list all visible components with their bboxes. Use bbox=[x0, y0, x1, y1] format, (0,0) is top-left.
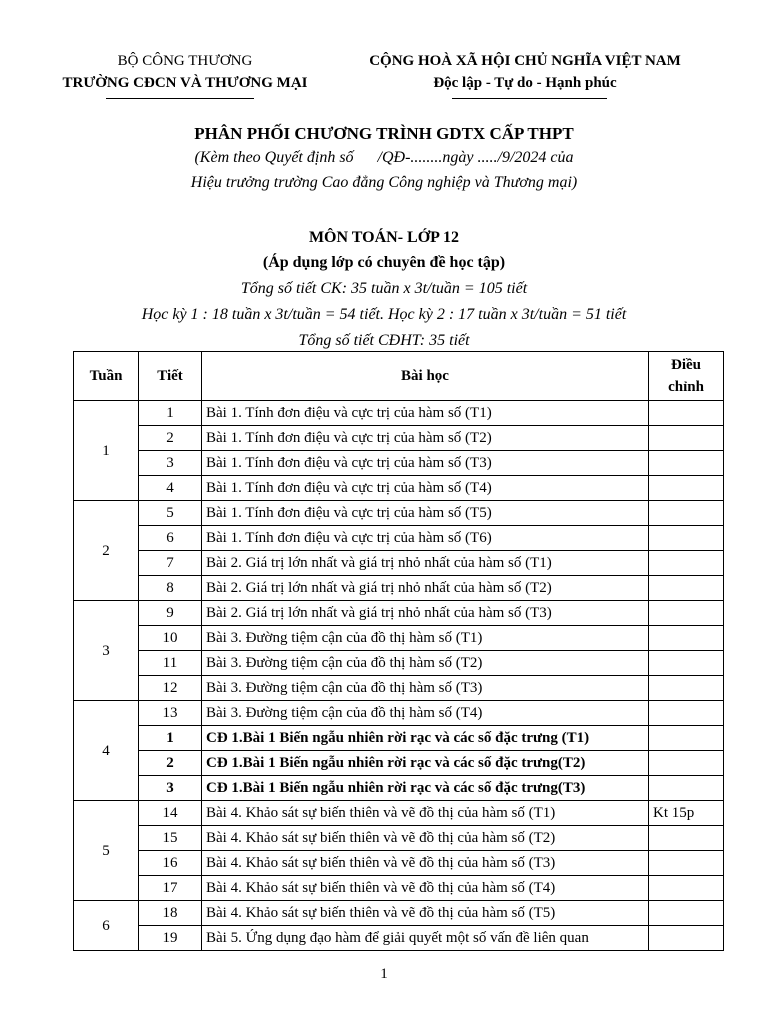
lesson-cell: Bài 3. Đường tiệm cận của đồ thị hàm số (T4) bbox=[202, 701, 649, 726]
table-row bbox=[74, 576, 724, 601]
school-name: TRƯỜNG CĐCN VÀ THƯƠNG MẠI bbox=[62, 75, 308, 91]
adjust-cell bbox=[649, 901, 724, 926]
week-cell: 5 bbox=[74, 801, 139, 901]
adjust-cell bbox=[649, 451, 724, 476]
semester-periods: Học kỳ 1 : 18 tuần x 3t/tuần = 54 tiết. Học kỳ 2 : 17 tuần x 3t/tuần = 51 tiết bbox=[141, 306, 627, 323]
period-cell: 16 bbox=[139, 851, 202, 876]
subject-title: MÔN TOÁN- LỚP 12 bbox=[308, 229, 460, 246]
lesson-cell: Bài 1. Tính đơn điệu và cực trị của hàm số (T4) bbox=[202, 476, 649, 501]
adjust-cell bbox=[649, 426, 724, 451]
lesson-cell: Bài 4. Khảo sát sự biến thiên và vẽ đồ thị của hàm số (T5) bbox=[202, 901, 649, 926]
table-row bbox=[74, 476, 724, 501]
adjust-cell bbox=[649, 851, 724, 876]
table-row bbox=[74, 676, 724, 701]
period-cell: 10 bbox=[139, 626, 202, 651]
adjust-cell bbox=[649, 601, 724, 626]
decision-line-1: (Kèm theo Quyết định số /QĐ-........ngày ...../9/2024 của bbox=[194, 149, 574, 166]
adjust-cell bbox=[649, 776, 724, 801]
period-cell: 11 bbox=[139, 651, 202, 676]
lesson-cell: Bài 3. Đường tiệm cận của đồ thị hàm số (T1) bbox=[202, 626, 649, 651]
adjust-cell bbox=[649, 551, 724, 576]
period-cell: 6 bbox=[139, 526, 202, 551]
lesson-cell: Bài 1. Tính đơn điệu và cực trị của hàm số (T5) bbox=[202, 501, 649, 526]
lesson-cell: CĐ 1.Bài 1 Biến ngẫu nhiên rời rạc và các số đặc trưng(T3) bbox=[202, 776, 649, 801]
table-row bbox=[74, 651, 724, 676]
adjust-cell bbox=[649, 576, 724, 601]
table-row bbox=[74, 826, 724, 851]
table-row bbox=[74, 901, 724, 926]
adjust-cell bbox=[649, 701, 724, 726]
week-cell: 1 bbox=[74, 401, 139, 501]
lesson-cell: CĐ 1.Bài 1 Biến ngẫu nhiên rời rạc và các số đặc trưng(T2) bbox=[202, 751, 649, 776]
table-row bbox=[74, 726, 724, 751]
period-cell: 8 bbox=[139, 576, 202, 601]
adjust-cell bbox=[649, 526, 724, 551]
period-cell: 17 bbox=[139, 876, 202, 901]
table-body bbox=[74, 401, 724, 951]
adjust-cell bbox=[649, 876, 724, 901]
adjust-cell bbox=[649, 726, 724, 751]
table-row bbox=[74, 601, 724, 626]
adjust-cell bbox=[649, 501, 724, 526]
table-row bbox=[74, 526, 724, 551]
adjust-cell bbox=[649, 826, 724, 851]
page-number: 1 bbox=[380, 966, 388, 982]
lesson-cell: Bài 3. Đường tiệm cận của đồ thị hàm số (T3) bbox=[202, 676, 649, 701]
national-motto: Độc lập - Tự do - Hạnh phúc bbox=[433, 75, 617, 91]
table-row bbox=[74, 426, 724, 451]
adjust-cell: Kt 15p bbox=[649, 801, 724, 826]
period-cell: 7 bbox=[139, 551, 202, 576]
adjust-cell bbox=[649, 751, 724, 776]
country-name: CỘNG HOÀ XÃ HỘI CHỦ NGHĨA VIỆT NAM bbox=[369, 53, 681, 69]
table-row bbox=[74, 851, 724, 876]
curriculum-table bbox=[73, 351, 724, 951]
week-cell: 2 bbox=[74, 501, 139, 601]
ministry-name: BỘ CÔNG THƯƠNG bbox=[117, 53, 253, 69]
adjust-cell bbox=[649, 926, 724, 951]
period-cell: 5 bbox=[139, 501, 202, 526]
document-heading bbox=[0, 123, 768, 195]
lesson-cell: Bài 4. Khảo sát sự biến thiên và vẽ đồ thị của hàm số (T1) bbox=[202, 801, 649, 826]
lesson-cell: Bài 1. Tính đơn điệu và cực trị của hàm số (T1) bbox=[202, 401, 649, 426]
week-cell: 6 bbox=[74, 901, 139, 951]
week-cell: 4 bbox=[74, 701, 139, 801]
period-cell: 13 bbox=[139, 701, 202, 726]
header-week: Tuần bbox=[74, 352, 139, 401]
table-row bbox=[74, 701, 724, 726]
decision-line-2: Hiệu trưởng trường Cao đẳng Công nghiệp và Thương mại) bbox=[190, 174, 578, 191]
lesson-cell: Bài 1. Tính đơn điệu và cực trị của hàm số (T3) bbox=[202, 451, 649, 476]
period-cell: 4 bbox=[139, 476, 202, 501]
header-adjust: Điều chỉnh bbox=[649, 352, 724, 401]
period-cell: 14 bbox=[139, 801, 202, 826]
header-lesson: Bài học bbox=[202, 352, 649, 401]
school-underline bbox=[106, 98, 254, 99]
subject-block bbox=[0, 225, 768, 354]
lesson-cell: Bài 1. Tính đơn điệu và cực trị của hàm số (T6) bbox=[202, 526, 649, 551]
week-cell: 3 bbox=[74, 601, 139, 701]
lesson-cell: Bài 3. Đường tiệm cận của đồ thị hàm số (T2) bbox=[202, 651, 649, 676]
lesson-cell: CĐ 1.Bài 1 Biến ngẫu nhiên rời rạc và các số đặc trưng (T1) bbox=[202, 726, 649, 751]
lesson-cell: Bài 2. Giá trị lớn nhất và giá trị nhỏ nhất của hàm số (T2) bbox=[202, 576, 649, 601]
period-cell: 3 bbox=[139, 776, 202, 801]
total-periods: Tổng số tiết CK: 35 tuần x 3t/tuần = 105 tiết bbox=[240, 280, 528, 297]
document-title: PHÂN PHỐI CHƯƠNG TRÌNH GDTX CẤP THPT bbox=[194, 124, 574, 143]
lesson-cell: Bài 4. Khảo sát sự biến thiên và vẽ đồ thị của hàm số (T2) bbox=[202, 826, 649, 851]
agency-header bbox=[40, 50, 330, 94]
lesson-cell: Bài 2. Giá trị lớn nhất và giá trị nhỏ nhất của hàm số (T3) bbox=[202, 601, 649, 626]
applies-note: (Áp dụng lớp có chuyên đề học tập) bbox=[262, 254, 506, 271]
period-cell: 2 bbox=[139, 426, 202, 451]
lesson-cell: Bài 1. Tính đơn điệu và cực trị của hàm số (T2) bbox=[202, 426, 649, 451]
table-row bbox=[74, 551, 724, 576]
table-row bbox=[74, 401, 724, 426]
lesson-cell: Bài 4. Khảo sát sự biến thiên và vẽ đồ thị của hàm số (T3) bbox=[202, 851, 649, 876]
period-cell: 15 bbox=[139, 826, 202, 851]
table-row bbox=[74, 501, 724, 526]
table-row bbox=[74, 626, 724, 651]
table-row bbox=[74, 751, 724, 776]
period-cell: 9 bbox=[139, 601, 202, 626]
header-period: Tiết bbox=[139, 352, 202, 401]
lesson-cell: Bài 4. Khảo sát sự biến thiên và vẽ đồ thị của hàm số (T4) bbox=[202, 876, 649, 901]
period-cell: 12 bbox=[139, 676, 202, 701]
adjust-cell bbox=[649, 676, 724, 701]
adjust-cell bbox=[649, 401, 724, 426]
adjust-cell bbox=[649, 476, 724, 501]
lesson-cell: Bài 5. Ứng dụng đạo hàm để giải quyết một số vấn đề liên quan bbox=[202, 926, 649, 951]
adjust-cell bbox=[649, 626, 724, 651]
table-row bbox=[74, 451, 724, 476]
table-row bbox=[74, 926, 724, 951]
national-header bbox=[340, 50, 710, 94]
table-header-row bbox=[74, 352, 724, 401]
adjust-cell bbox=[649, 651, 724, 676]
table-row bbox=[74, 776, 724, 801]
period-cell: 18 bbox=[139, 901, 202, 926]
period-cell: 3 bbox=[139, 451, 202, 476]
table-row bbox=[74, 876, 724, 901]
motto-underline bbox=[452, 98, 607, 99]
lesson-cell: Bài 2. Giá trị lớn nhất và giá trị nhỏ nhất của hàm số (T1) bbox=[202, 551, 649, 576]
period-cell: 1 bbox=[139, 726, 202, 751]
period-cell: 19 bbox=[139, 926, 202, 951]
period-cell: 1 bbox=[139, 401, 202, 426]
period-cell: 2 bbox=[139, 751, 202, 776]
table-row bbox=[74, 801, 724, 826]
topic-periods: Tổng số tiết CĐHT: 35 tiết bbox=[298, 332, 470, 349]
